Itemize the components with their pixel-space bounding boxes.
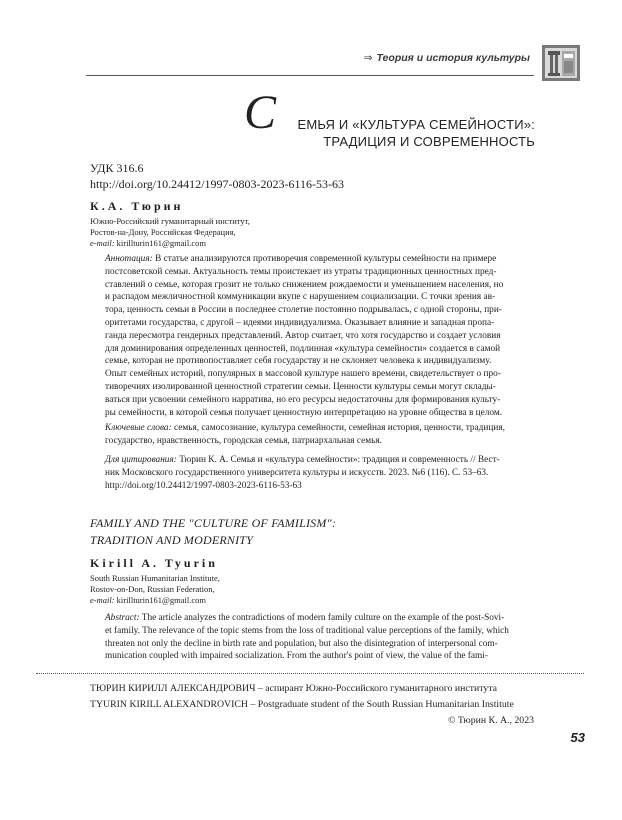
affiliation-line: Ростов-на-Дону, Российская Федерация,: [90, 227, 236, 237]
abstract-line: и распадом межличностной коммуникации вкупе с нарушением социализации. С точки зрения ав-: [105, 292, 496, 303]
abstract-line: threaten not only the decline in birth rate and population, but also the disintegration of interpersonal com-: [105, 638, 498, 649]
abstract-label: Аннотация:: [105, 254, 153, 264]
keywords-ru: [105, 422, 535, 448]
keywords-label: Ключевые слова:: [105, 423, 172, 433]
email-label: e-mail:: [90, 595, 115, 605]
affiliation-line: South Russian Humanitarian Institute,: [90, 573, 220, 583]
abstract-line: ры семейности, в которой семья получает ценностную интерпретацию на уровне общества в целом.: [105, 407, 503, 418]
abstract-en: [105, 612, 535, 663]
section-title: Теория и история культуры: [376, 52, 530, 64]
abstract-line: ваться при усвоении семейного нарратива, но его ресурсы недостаточны для формирования культу-: [105, 394, 501, 405]
column-logo-icon: [542, 45, 580, 81]
arrow-icon: ⇒: [363, 52, 373, 64]
email-value[interactable]: kirillturin161@gmail.com: [114, 595, 206, 605]
header-rule: [86, 75, 534, 76]
article-title-line1: ЕМЬЯ И «КУЛЬТУРА СЕМЕЙНОСТИ»:: [297, 117, 535, 132]
abstract-label: Abstract:: [105, 613, 140, 623]
abstract-line: тора, ценность семьи в России в последнее столетие постоянно подрывалась, с одной стороны, при-: [105, 305, 502, 316]
citation-line[interactable]: http://doi.org/10.24412/1997-0803-2023-6116-53-63: [105, 480, 302, 491]
author-bio-en: TYURIN KIRILL ALEXANDROVICH – Postgraduate student of the South Russian Humanitarian Institute: [90, 699, 514, 710]
citation-ru: [105, 454, 535, 492]
article-title-line2: ТРАДИЦИЯ И СОВРЕМЕННОСТЬ: [323, 134, 535, 149]
english-title-line2: TRADITION AND MODERNITY: [90, 533, 254, 547]
author-bio-ru: ТЮРИН КИРИЛЛ АЛЕКСАНДРОВИЧ – аспирант Южно-Российского гуманитарного института: [90, 683, 498, 694]
doi-link[interactable]: http://doi.org/10.24412/1997-0803-2023-6116-53-63: [90, 177, 344, 191]
english-title-line1: FAMILY AND THE "CULTURE OF FAMILISM":: [90, 516, 337, 530]
author-name-en: Kirill A. Tyurin: [90, 556, 218, 570]
affiliation-line: Rostov-on-Don, Russian Federation,: [90, 584, 215, 594]
abstract-line: семье, которая не противопоставляет себя государству и не склоняет человека к индивидуализму.: [105, 356, 492, 367]
title-initial: С: [244, 86, 277, 139]
email-value[interactable]: kirillturin161@gmail.com: [114, 238, 206, 248]
abstract-line: munication coupled with impaired socialization. From the author's point of view, the value of the fami-: [105, 651, 488, 662]
udk-code: УДК 316.6: [90, 161, 144, 175]
abstract-line: Опыт семейных историй, популярных в массовой культуре нашего времени, свидетельствует о про-: [105, 369, 501, 380]
footnote-divider: [36, 673, 584, 674]
author-email-en: [90, 595, 206, 606]
abstract-line: ганда пересмотра гендерных представлений. Автор считает, что хотя государство и создает условия: [105, 330, 501, 341]
abstract-line: для доминирования определенных ценностей, подлинная «культура семейности» создается в самой: [105, 343, 501, 354]
keywords-line: государство, нравственность, городская семья, патриархальная семья.: [105, 435, 382, 446]
author-name-ru: К.А. Тюрин: [90, 199, 184, 213]
citation-line: Для цитирования: Тюрин К. А. Семья и «культура семейности»: традиция и современность // Вест-: [105, 455, 500, 465]
citation-line: ник Московского государственного университета культуры и искусств. 2023. №6 (116). С. 53–63.: [105, 467, 489, 478]
email-label: e-mail:: [90, 238, 115, 248]
running-header: [0, 52, 530, 64]
abstract-line: постсоветской семьи. Актуальность темы проистекает из утраты традиционных ценностных пред-: [105, 266, 497, 277]
abstract-ru: [105, 253, 535, 419]
author-email-ru: [90, 238, 206, 249]
abstract-line: ставлений о семье, которая грозит не только снижением рождаемости и уменьшением населения, но: [105, 279, 504, 290]
copyright: © Тюрин К. А., 2023: [448, 715, 534, 726]
page-number: 53: [570, 730, 585, 745]
abstract-line: Abstract: The article analyzes the contradictions of modern family culture on the example of the post-Sovi-: [105, 613, 505, 623]
affiliation-line: Южно-Российский гуманитарный институт,: [90, 216, 250, 226]
abstract-line: оритетами государства, с другой – идеями индивидуализма. Оказывает влияние и западная пропа-: [105, 317, 495, 328]
abstract-line: тиворечиях изолированной ценностной стратегии семьи. Ценности культуры семьи могут склады-: [105, 381, 496, 392]
keywords-line: Ключевые слова: семья, самосознание, культура семейности, семейная история, ценности, традиция,: [105, 423, 505, 433]
citation-label: Для цитирования:: [105, 455, 177, 465]
abstract-line: et family. The relevance of the topic stems from the loss of traditional value perceptions of the family, which: [105, 625, 509, 636]
abstract-line: Аннотация: В статье анализируются противоречия современной культуры семейности на примере: [105, 254, 497, 264]
